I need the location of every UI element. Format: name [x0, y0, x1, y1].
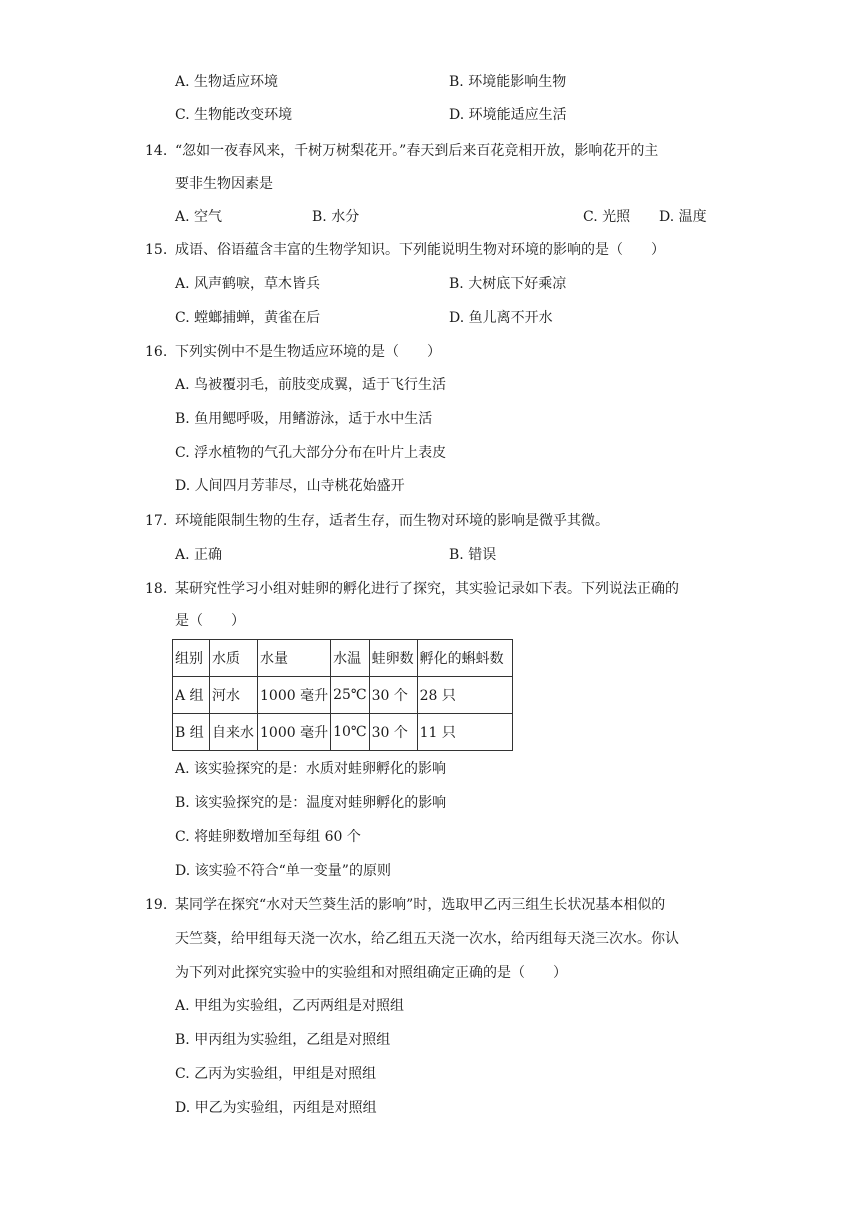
table-header-cell: 水温: [331, 640, 369, 677]
option-d[interactable]: D. 环境能适应生活: [449, 107, 567, 123]
question-text: 某研究性学习小组对蛙卵的孵化进行了探究，其实验记录如下表。下列说法正确的: [175, 581, 679, 597]
question-text-cont: 要非生物因素是: [175, 176, 273, 192]
table-header-row: [173, 640, 513, 677]
question-text-cont: 天竺葵，给甲组每天浇一次水，给乙组五天浇一次水，给丙组每天浇三次水。你认: [175, 931, 679, 947]
table-cell: 30 个: [369, 677, 417, 714]
table-cell: A 组: [173, 677, 210, 714]
option-b[interactable]: B. 甲丙组为实验组，乙组是对照组: [175, 1032, 391, 1048]
question-number: 15.: [145, 242, 168, 258]
table-cell: 1000 毫升: [258, 677, 331, 714]
option-c[interactable]: C. 生物能改变环境: [175, 107, 293, 123]
option-c[interactable]: C. 浮水植物的气孔大部分分布在叶片上表皮: [175, 445, 447, 461]
table-cell: 30 个: [369, 714, 417, 751]
option-a[interactable]: A. 风声鹤唳，草木皆兵: [175, 276, 321, 292]
question-text-cont: 为下列对此探究实验中的实验组和对照组确定正确的是（ ）: [175, 965, 567, 981]
question-text: 下列实例中不是生物适应环境的是（ ）: [175, 344, 441, 360]
table-cell: 10℃: [331, 714, 369, 751]
option-a[interactable]: A. 该实验探究的是：水质对蛙卵孵化的影响: [175, 761, 447, 777]
question-number: 16.: [145, 344, 168, 360]
question-number: 14.: [145, 143, 168, 159]
option-b[interactable]: B. 鱼用鳃呼吸，用鳍游泳，适于水中生活: [175, 411, 433, 427]
experiment-table: [172, 639, 513, 751]
table-cell: 11 只: [417, 714, 512, 751]
option-a[interactable]: A. 甲组为实验组，乙丙两组是对照组: [175, 998, 405, 1014]
option-a[interactable]: A. 生物适应环境: [175, 74, 279, 90]
option-c[interactable]: C. 乙丙为实验组，甲组是对照组: [175, 1066, 377, 1082]
option-a[interactable]: A. 鸟被覆羽毛，前肢变成翼，适于飞行生活: [175, 377, 447, 393]
option-c[interactable]: C. 光照: [583, 209, 631, 225]
option-b[interactable]: B. 该实验探究的是：温度对蛙卵孵化的影响: [175, 795, 447, 811]
table-header-cell: 水质: [210, 640, 258, 677]
question-number: 18.: [145, 581, 168, 597]
option-d[interactable]: D. 该实验不符合“单一变量”的原则: [175, 863, 391, 879]
question-text: 某同学在探究“水对天竺葵生活的影响”时，选取甲乙丙三组生长状况基本相似的: [175, 897, 666, 913]
table-header-cell: 组别: [173, 640, 210, 677]
question-number: 17.: [145, 513, 168, 529]
option-d[interactable]: D. 鱼儿离不开水: [449, 310, 553, 326]
table-header-cell: 水量: [258, 640, 331, 677]
option-a[interactable]: A. 空气: [175, 209, 223, 225]
table-cell: 河水: [210, 677, 258, 714]
option-b[interactable]: B. 水分: [312, 209, 360, 225]
table-row: [173, 714, 513, 751]
option-b[interactable]: B. 错误: [449, 547, 497, 563]
table-header-cell: 孵化的蝌蚪数: [417, 640, 512, 677]
question-text: 环境能限制生物的生存，适者生存，而生物对环境的影响是微乎其微。: [175, 513, 609, 529]
option-c[interactable]: C. 螳螂捕蝉，黄雀在后: [175, 310, 321, 326]
table-row: [173, 677, 513, 714]
table-cell: 25℃: [331, 677, 369, 714]
table-cell: 自来水: [210, 714, 258, 751]
table-cell: 28 只: [417, 677, 512, 714]
option-d[interactable]: D. 温度: [659, 209, 707, 225]
option-d[interactable]: D. 甲乙为实验组，丙组是对照组: [175, 1100, 377, 1116]
option-a[interactable]: A. 正确: [175, 547, 223, 563]
table-cell: 1000 毫升: [258, 714, 331, 751]
question-text: “忽如一夜春风来，千树万树梨花开。”春天到后来百花竞相开放，影响花开的主: [175, 143, 659, 159]
option-b[interactable]: B. 大树底下好乘凉: [449, 276, 567, 292]
question-text-cont: 是（ ）: [175, 613, 245, 629]
question-number: 19.: [145, 897, 168, 913]
option-d[interactable]: D. 人间四月芳菲尽，山寺桃花始盛开: [175, 478, 405, 494]
question-text: 成语、俗语蕴含丰富的生物学知识。下列能说明生物对环境的影响的是（ ）: [175, 242, 665, 258]
table-cell: B 组: [173, 714, 210, 751]
option-c[interactable]: C. 将蛙卵数增加至每组 60 个: [175, 829, 361, 845]
table-header-cell: 蛙卵数: [369, 640, 417, 677]
option-b[interactable]: B. 环境能影响生物: [449, 74, 567, 90]
